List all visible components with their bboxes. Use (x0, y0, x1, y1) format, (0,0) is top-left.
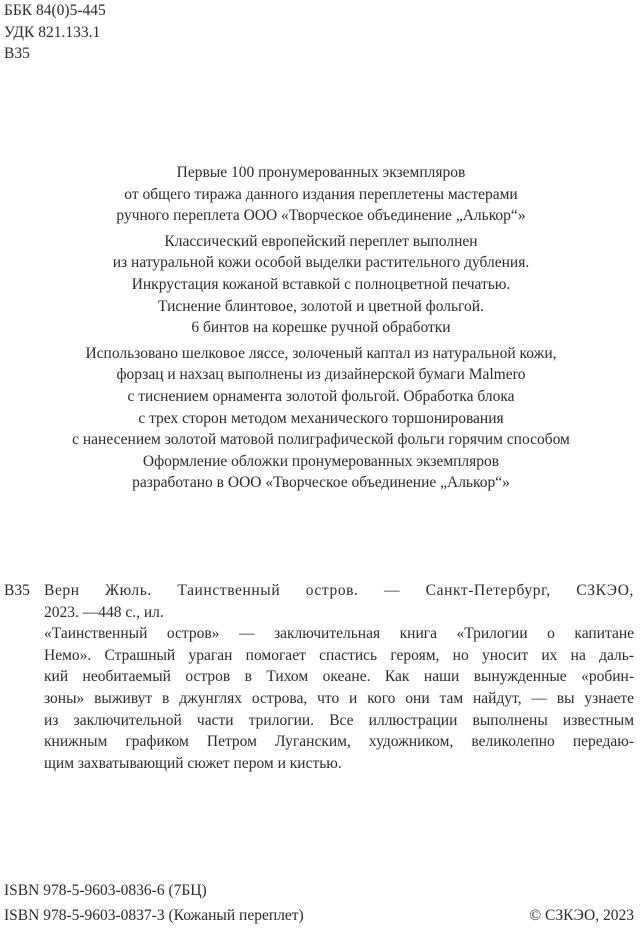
isbn-leather: ISBN 978-5-9603-0837-3 (Кожаный переплет) (4, 907, 304, 924)
bib-line: щим захватывающий сюжет пером и кистью. (44, 754, 342, 772)
colophon-line: с тиснением орнамента золотой фольгой. Обработка блока (127, 387, 515, 405)
colophon-line: ручного переплета ООО «Творческое объединение „Алькор“» (116, 207, 526, 225)
bib-line: 2023. —448 с., ил. (44, 603, 164, 621)
bib-line: кий необитаемый остров в Тихом океане. Как наши вынужденные «робин- (44, 668, 634, 686)
isbn-7bc: ISBN 978-5-9603-0836-6 (7БЦ) (4, 882, 207, 899)
colophon-paragraph (0, 162, 642, 227)
colophon-line: 6 бинтов на корешке ручной обработки (191, 319, 451, 337)
bib-line: Верн Жюль. Таинственный остров. — Санкт-Петербург, СЗКЭО, (44, 582, 634, 599)
bib-line: зоны» выживут в джунглях острова, что и кого они там найдут, — вы узнаете (44, 689, 634, 707)
author-mark: В35 (4, 45, 30, 62)
bib-line: из заключительной части трилогии. Все иллюстрации выполнены известным (44, 711, 634, 729)
bib-line: «Таинственный остров» — заключительная книга «Трилогии о капитане (44, 625, 634, 643)
binding-colophon (0, 162, 642, 498)
colophon-line: с трех сторон методом механического торшонирования (138, 409, 504, 427)
udk-code: УДК 821.133.1 (4, 23, 101, 41)
colophon-paragraph (0, 231, 642, 339)
colophon-line: разработано в ООО «Творческое объединение „Алькор“» (132, 474, 510, 492)
colophon-line: форзац и нахзац выполнены из дизайнерской бумаги Malmero (116, 366, 526, 384)
bibliographic-record (4, 580, 634, 774)
bbk-code: ББК 84(0)5-445 (4, 2, 106, 19)
colophon-line: из натуральной кожи особой выделки растительного дубления. (112, 254, 530, 272)
colophon-line: с нанесением золотой матовой полиграфической фольги горячим способом (72, 431, 570, 449)
bib-author-mark: В35 (4, 582, 30, 599)
bib-line: книжным графиком Петром Луганским, художником, великолепно передаю- (44, 733, 634, 751)
colophon-line: Оформление обложки пронумерованных экземпляров (142, 452, 500, 470)
classification-codes (4, 0, 106, 65)
bib-line: Немо». Страшный ураган помогает спастись героям, но уносит их на даль- (44, 646, 634, 664)
copyright-notice: © СЗКЭО, 2023 (529, 907, 634, 924)
colophon-line: Инкрустация кожаной вставкой с полноцветной печатью. (131, 275, 511, 293)
colophon-line: Использовано шелковое ляссе, золоченый каптал из натуральной кожи, (85, 344, 557, 362)
colophon-line: Первые 100 пронумерованных экземпляров (176, 164, 466, 181)
colophon-line: от общего тиража данного издания переплетены мастерами (124, 185, 518, 203)
isbn-footer (4, 878, 634, 928)
colophon-paragraph (0, 343, 642, 494)
colophon-line: Тиснение блинтовое, золотой и цветной фольгой. (158, 297, 484, 315)
colophon-line: Классический европейский переплет выполнен (164, 232, 478, 250)
